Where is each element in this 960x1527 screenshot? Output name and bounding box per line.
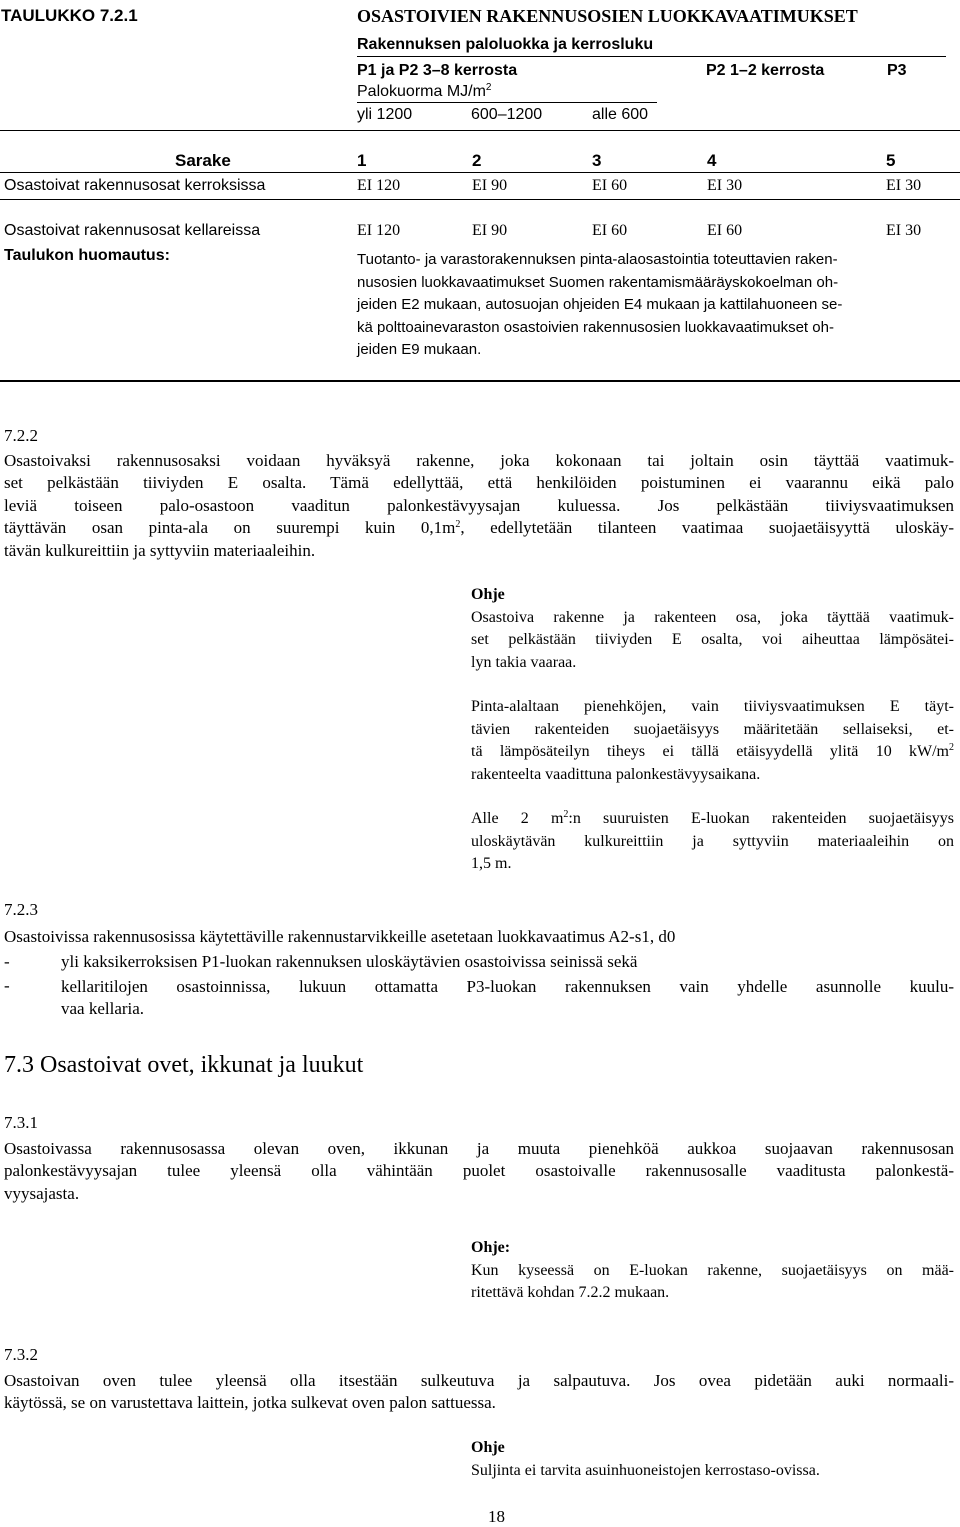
text-line: Osastoivan oven tulee yleensä olla itsestään sulkeutuva ja salpautuva. Jos ovea pidetään auki normaali- — [4, 1371, 954, 1390]
guidance-line: Kun kyseessä on E-luokan rakenne, suojaetäisyys on mää- — [471, 1261, 954, 1279]
section-number-7-3-2: 7.3.2 — [4, 1345, 38, 1364]
row-value: EI 60 — [707, 222, 743, 239]
section-number-7-2-3: 7.2.3 — [4, 900, 38, 919]
section-7-3-1-text — [4, 1138, 954, 1205]
table-note — [357, 249, 842, 362]
section-7-2-3-intro: Osastoivissa rakennusosissa käytettäville rakennustarvikkeille asetetaan luokkavaatimus A2-s1, d0 — [4, 927, 676, 946]
guidance-heading: Ohje: — [471, 1239, 511, 1256]
col-number-2: 2 — [472, 151, 482, 170]
guidance-line: Suljinta ei tarvita asuinhuoneistojen kerrostaso-ovissa. — [471, 1461, 820, 1479]
table-header-rule — [0, 172, 960, 173]
text-line: Osastoivaksi rakennusosaksi voidaan hyväksyä rakenne, joka kokonaan tai joltain osin täyttää vaatimuk- — [4, 451, 954, 470]
row-value: EI 30 — [886, 177, 922, 194]
row-label: Osastoivat rakennusosat kellareissa — [4, 222, 261, 239]
table-bottom-rule — [0, 380, 960, 382]
note-line: nusosien luokkavaatimukset Suomen rakentamismääräyskokoelman oh- — [357, 273, 839, 291]
guidance-line: tä lämpösäteilyn tiheys ei tällä etäisyydellä ylitä 10 $kW/m^2$ — [471, 742, 954, 760]
sub-col-3: alle 600 — [592, 106, 649, 123]
note-line: jeiden E9 mukaan. — [357, 341, 482, 358]
note-line: kä polttoainevaraston osastoivien rakennusosien luokkavaatimukset oh- — [357, 318, 834, 336]
bullet-dash: - — [4, 976, 10, 995]
row-value: EI 90 — [472, 177, 508, 194]
guidance-line: Alle 2 $m^2:n$ suuruisten E-luokan rakenteiden suojaetäisyys — [471, 809, 954, 827]
fire-load-rule — [357, 102, 657, 103]
guidance-line: rakenteelta vaadittuna palonkestävyysaikana. — [471, 765, 761, 783]
guidance-line: uloskäytävän kulkureittiin ja syttyviin materiaaleihin on — [471, 832, 954, 850]
header-rule — [357, 56, 946, 57]
page-number: 18 — [488, 1507, 505, 1526]
table-group-header: Rakennuksen paloluokka ja kerrosluku — [357, 36, 654, 53]
guidance-box-2 — [471, 1237, 954, 1305]
row-value: EI 60 — [592, 222, 628, 239]
note-label: Taulukon huomautus: — [4, 247, 170, 264]
sub-col-1: yli 1200 — [357, 106, 413, 123]
text-line: käytössä, se on varustettava laittein, jotka sulkevat oven palon sattuessa. — [4, 1393, 496, 1413]
text-line: vaa kellaria. — [61, 999, 145, 1019]
text-line: set pelkästään tiiviyden E osalta. Tämä edellyttää, että henkilöiden poistuminen ei vaarannu eikä palo — [4, 473, 954, 493]
col-number-1: 1 — [357, 151, 367, 170]
row-divider — [0, 199, 960, 200]
table-title: OSASTOIVIEN RAKENNUSOSIEN LUOKKAVAATIMUKSET — [357, 6, 858, 26]
guidance-box-3 — [471, 1437, 954, 1482]
table-top-rule — [0, 130, 960, 131]
row-value: EI 30 — [886, 222, 922, 239]
section-number-7-2-2: 7.2.2 — [4, 426, 38, 445]
guidance-line: tävien rakenteiden suojaetäisyys määritetään sellaiseksi, et- — [471, 720, 954, 738]
col-number-4: 4 — [707, 151, 717, 170]
text-line: vyysajasta. — [4, 1183, 80, 1203]
text-line: palonkestävyysajan tulee yleensä olla vähintään puolet osastoivalle rakennusosalle vaaditusta palonkestä- — [4, 1161, 954, 1181]
guidance-line: lyn takia vaaraa. — [471, 653, 577, 671]
row-value: EI 30 — [707, 177, 743, 194]
col-p2-small: P2 1–2 kerrosta — [706, 62, 825, 79]
guidance-box-1 — [471, 584, 954, 674]
row-value: EI 120 — [357, 177, 401, 194]
note-line: jeiden E2 mukaan, autosuojan ohjeiden E4 mukaan ja kattilahuoneen se- — [357, 296, 843, 313]
col-group-p1p2: P1 ja P2 3–8 kerrosta — [357, 62, 518, 79]
text-line: täyttävän osan pinta-ala on suurempi kuin $0,1m^2$, edellytetään tilanteen vaatimaa suojaetäisyyttä uloskäy- — [4, 518, 954, 538]
col-p3: P3 — [887, 62, 907, 79]
bullet-item-2 — [61, 976, 954, 1021]
text-line: tävän kulkureittiin ja syttyviin materiaaleihin. — [4, 540, 316, 560]
col-number-3: 3 — [592, 151, 602, 170]
text-line: leviä toiseen palo-osastoon vaaditun palonkestävyysajan kuluessa. Jos pelkästään tiiviysvaatimuksen — [4, 495, 954, 515]
text-line: Osastoivassa rakennusosassa olevan oven, ikkunan ja muuta pienehköä aukkoa suojaavan rakennusosan — [4, 1139, 954, 1158]
sarake-label: Sarake — [175, 151, 231, 170]
row-value: EI 90 — [472, 222, 508, 239]
guidance-line: 1,5 m. — [471, 855, 512, 872]
bullet-item-1: yli kaksikerroksisen P1-luokan rakennuksen uloskäytävien osastoivissa seinissä sekä — [61, 952, 638, 971]
section-7-3-2-text — [4, 1370, 954, 1415]
guidance-line: ritettävä kohdan 7.2.2 mukaan. — [471, 1284, 670, 1301]
guidance-box-1-para-3 — [471, 808, 954, 876]
text-line: kellaritilojen osastoinnissa, lukuun ottamatta P3-luokan rakennuksen vain yhdelle asunnolle kuulu- — [61, 977, 954, 996]
row-value: EI 120 — [357, 222, 401, 239]
guidance-line: Pinta-alaltaan pienehköjen, vain tiiviysvaatimuksen E täyt- — [471, 698, 954, 715]
note-line: Tuotanto- ja varastorakennuksen pinta-alaosastointia toteuttavien raken- — [357, 251, 838, 268]
table-label: TAULUKKO 7.2.1 — [1, 6, 138, 25]
guidance-line: Osastoiva rakenne ja rakenteen osa, joka täyttää vaatimuk- — [471, 608, 954, 626]
section-heading-7-3: 7.3 Osastoivat ovet, ikkunat ja luukut — [4, 1052, 364, 1078]
bullet-dash: - — [4, 952, 10, 971]
section-7-2-2-text — [4, 450, 954, 562]
fire-load-label: Palokuorma $MJ/m^2$ — [357, 82, 492, 100]
row-label: Osastoivat rakennusosat kerroksissa — [4, 177, 266, 194]
guidance-box-1-para-2 — [471, 696, 954, 786]
guidance-line: set pelkästään tiiviyden E osalta, voi aiheuttaa lämpösätei- — [471, 631, 954, 648]
guidance-heading: Ohje — [471, 1439, 505, 1456]
col-number-5: 5 — [886, 151, 896, 170]
row-value: EI 60 — [592, 177, 628, 194]
section-number-7-3-1: 7.3.1 — [4, 1113, 38, 1132]
sub-col-2: 600–1200 — [471, 106, 543, 123]
guidance-heading: Ohje — [471, 586, 505, 603]
